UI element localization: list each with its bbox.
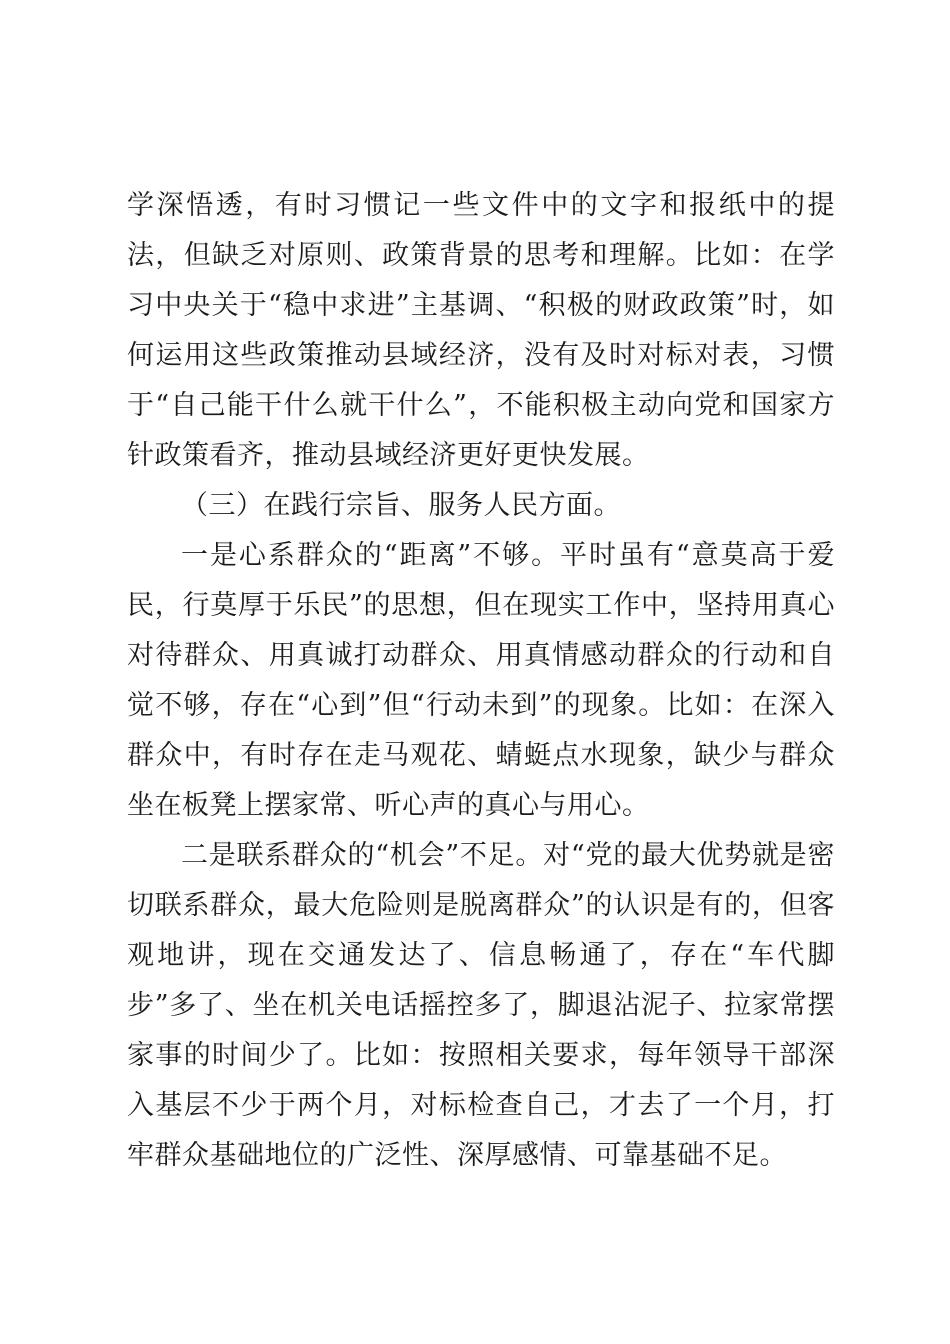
paragraph-point-1: 一是心系群众的“距离”不够。平时虽有“意莫高于爱民，行莫厚于乐民”的思想，但在现实工作中，坚持用真心对待群众、用真诚打动群众、用真情感动群众的行动和自觉不够，存在“心到”但“行动未到”的现象。比如：在深入群众中，有时存在走马观花、蜻蜓点水现象，缺少与群众坐在板凳上摆家常、听心声的真心与用心。 bbox=[127, 540, 835, 821]
paragraph-continuation: 学深悟透，有时习惯记一些文件中的文字和报纸中的提法，但缺乏对原则、政策背景的思考和理解。比如：在学习中央关于“稳中求进”主基调、“积极的财政政策”时，如何运用这些政策推动县域经济，没有及时对标对表，习惯于“自己能干什么就干什么”，不能积极主动向党和国家方针政策看齐，推动县域经济更好更快发展。 bbox=[127, 190, 835, 471]
paragraph-point-2: 二是联系群众的“机会”不足。对“党的最大优势就是密切联系群众，最大危险则是脱离群众”的认识是有的，但客观地讲，现在交通发达了、信息畅通了，存在“车代脚步”多了、坐在机关电话摇控多了，脚退沾泥子、拉家常摆家事的时间少了。比如：按照相关要求，每年领导干部深入基层不少于两个月，对标检查自己，才去了一个月，打牢群众基础地位的广泛性、深厚感情、可靠基础不足。 bbox=[127, 840, 835, 1171]
document-body bbox=[127, 181, 835, 1181]
section-heading-3: （三）在践行宗旨、服务人民方面。 bbox=[181, 490, 621, 521]
